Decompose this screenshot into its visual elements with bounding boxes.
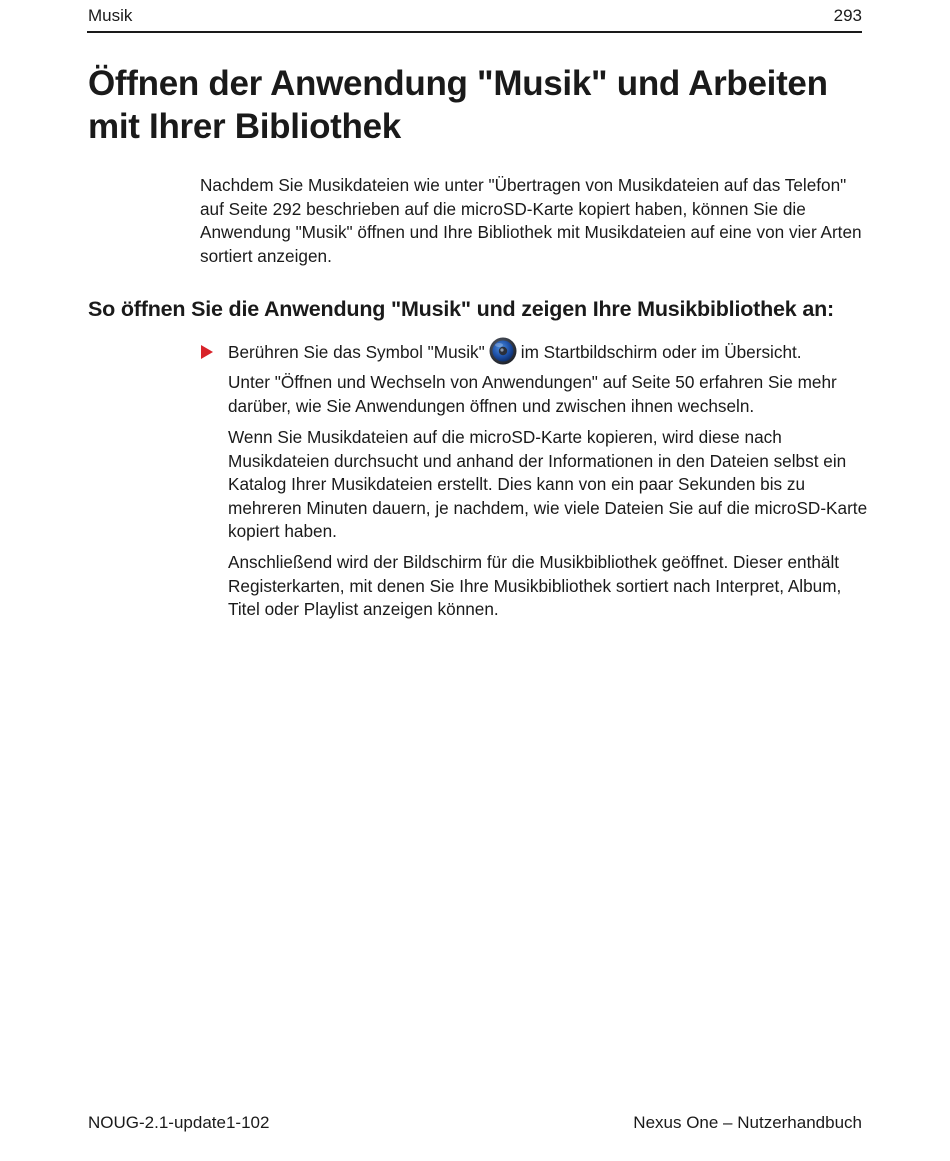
step-text-after-icon: im Startbildschirm oder im Übersicht. [520,342,802,362]
footer-manual-title: Nexus One – Nutzerhandbuch [633,1113,862,1132]
procedure-paragraph-3: Anschließend wird der Bildschirm für die Musikbibliothek geöffnet. Dieser enthält Registerkarten, mit denen Sie Ihre Musikbibliothek sortiert nach Interpret, Album, Titel oder Playlist anzeigen können. [228,552,842,619]
intro-paragraph: Nachdem Sie Musikdateien wie unter "Übertragen von Musikdateien auf das Telefon" auf Seite 292 beschrieben auf die microSD-Karte kopiert haben, können Sie die Anwendung "Musik" öffnen und Ihre Bibliothek mit Musikdateien auf eine von vier Arten sortiert anzeigen. [200,175,862,266]
page-number: 293 [833,6,862,25]
procedure-step [228,340,868,365]
bullet-arrow-icon [201,345,213,359]
footer-doc-id: NOUG-2.1-update1-102 [88,1113,270,1132]
page-title: Öffnen der Anwendung "Musik" und Arbeiten mit Ihrer Bibliothek [88,64,828,146]
page-footer [87,1113,862,1137]
step-text-before-icon: Berühren Sie das Symbol "Musik" [228,342,485,362]
procedure-paragraph-2: Wenn Sie Musikdateien auf die microSD-Karte kopieren, wird diese nach Musikdateien durchsucht und anhand der Informationen in den Dateien selbst ein Katalog Ihrer Musikdateien erstellt. Dies kann von ein paar Sekunden bis zu mehreren Minuten dauern, je nachdem, wie viele Dateien Sie auf die microSD-Karte kopiert haben. [228,427,868,541]
procedure-paragraph-1: Unter "Öffnen und Wechseln von Anwendungen" auf Seite 50 erfahren Sie mehr darüber, wie Sie Anwendungen öffnen und zwischen ihnen wechseln. [228,372,837,416]
header-section-title: Musik [88,6,133,25]
page-header [87,4,862,33]
music-app-icon [489,337,517,365]
procedure-heading: So öffnen Sie die Anwendung "Musik" und zeigen Ihre Musikbibliothek an: [88,297,834,321]
